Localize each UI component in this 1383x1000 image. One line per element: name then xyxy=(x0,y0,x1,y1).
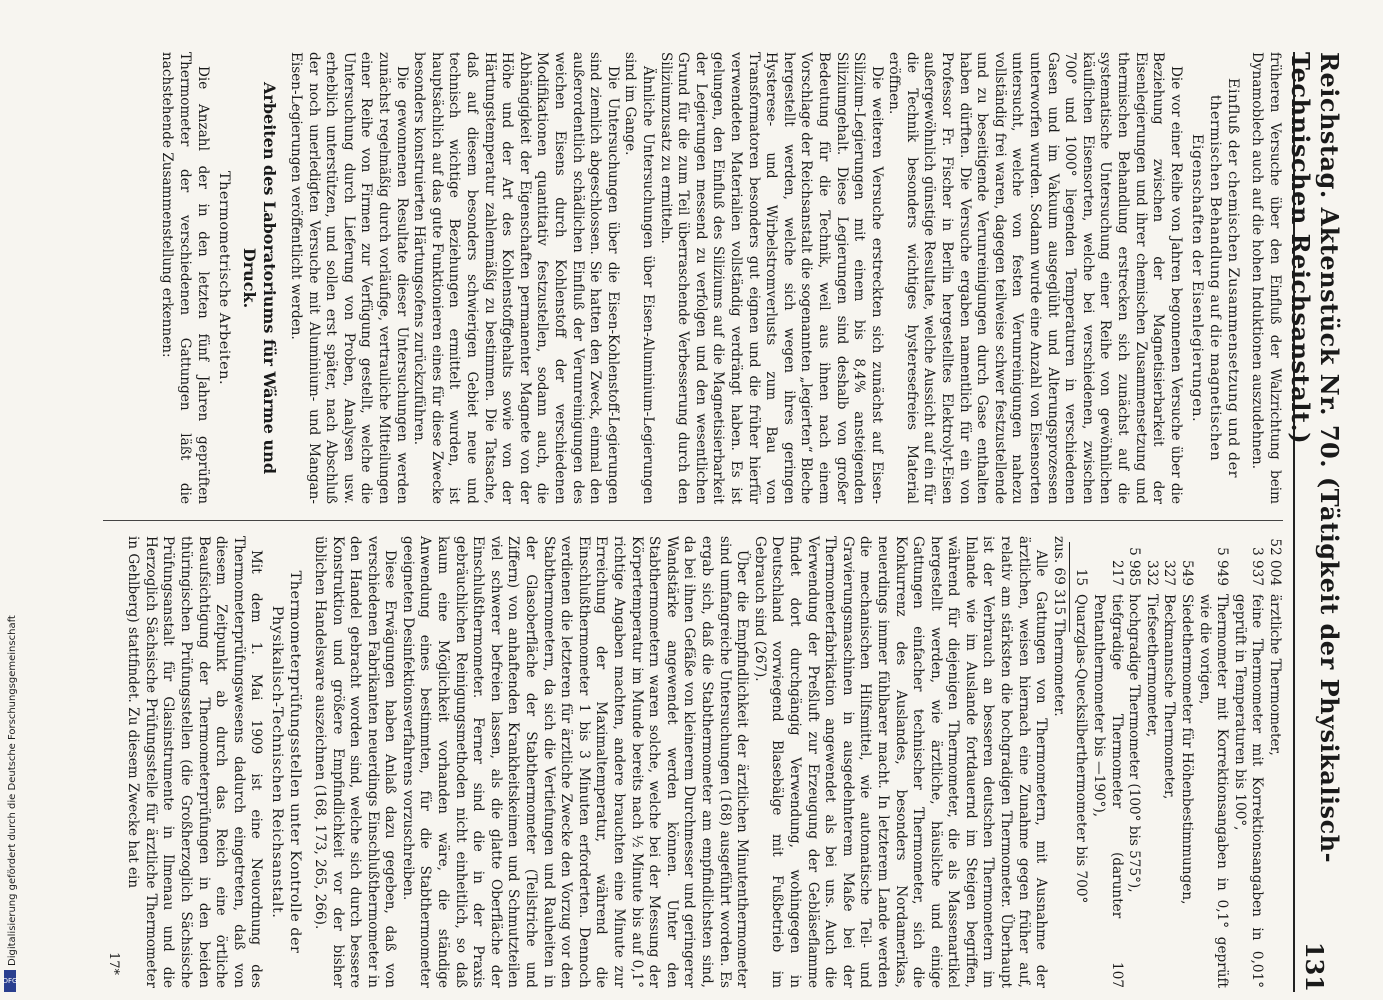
type: Quarzglas-Quecksilberthermometer bis 700° xyxy=(1073,594,1090,904)
list-item xyxy=(1265,536,1283,988)
count: 549 xyxy=(1179,560,1196,586)
digitization-credit: Digitalisierung gefördert durch die Deutsche Forschungsgemeinschaft xyxy=(7,615,18,966)
type: Beckmannsche Thermometer, xyxy=(1161,594,1178,800)
column-divider xyxy=(103,520,1283,521)
paragraph: Über die Empfindlichkeit der ärztlichen Minutenthermometer sind umfangreiche Untersuchungen (168) ausgeführt worden. Es ergab sich, daß die Stabthermometer am empfindlichsten sind, da bei ihnen Gefäße von kleinerem Durchmesser und geringerer Wandstärke angewendet werden können. Unter den Stabthermometern waren solche, welche bei der Messung der Körpertemperatur im Munde bereits nach ½ Minute bis auf 0,1° richtige Angaben machten, andere brauchten eine Minute zur Erreichung der Maximaltemperatur, während die Einschlußthermometer 1 bis 3 Minuten erforderten. Dennoch verdienen die letzteren für ärztliche Zwecke den Vorzug vor den Stabthermometern, da sich die Vertiefungen und Rauheiten in der Glasoberfläche der Stabthermometer (Teilstriche und Ziffern) von anhaftenden Krankheitskeimen und Schmutzteilen viel schwerer befreien lassen, als die glatte Oberfläche der Einschlußthermometer. Ferner sind die in der Praxis gebräuchlichen Reinigungsmethoden nicht einheitlich, so daß kaum eine Möglichkeit vorhanden wäre, die ständige Anwendung eines bestimmten, für die Stabthermometer geeigneten Desinfektionsverfahrens vorzuschreiben. xyxy=(399,536,751,988)
total-value: 69 315 Thermometer. xyxy=(1050,567,1067,717)
count: 15 xyxy=(1073,568,1090,586)
count: 5 949 xyxy=(1214,547,1231,586)
type: Thermometer mit Korrektionsangaben in 0,1° geprüft wie die vorigen, xyxy=(1196,594,1231,988)
sum-line xyxy=(1069,542,1070,632)
paragraph: Alle Gattungen von Thermometern, mit Ausnahme der ärztlichen, weisen hiernach eine Zunahme gegen früher auf, relativ am stärksten die hochgradigen Thermometer. Überhaupt ist der Verbrauch an besseren deutschen Thermometern im Inlande wie im Auslande fortdauernd im Steigen begriffen, während für diejenigen Thermometer, die als Massenartikel hergestellt werden, wie ärztliche, häusliche und einige Gattungen einfacher technischer Thermometer, sich die Konkurrenz des Auslandes, besonders Nordamerikas, neuerdings immer fühlbarer macht. In letzterem Lande werden die mechanischen Hilfsmittel, wie automatische Teil- und Gravierungsmaschinen in ausgedehnterem Maße bei der Thermometerfabrikation angewendet als bei uns. Auch die Verwendung der Preßluft zur Erzeugung der Gebläseflamme findet dort durchgängig Verwendung, wohingegen in Deutschland vorwiegend Blasebälge mit Fußbetrieb im Gebrauch sind (267). xyxy=(751,536,1050,988)
paragraph: Diese Erwägungen haben Anlaß dazu gegeben, daß von verschiedenen Fabrikanten neuerdings Einschlußthermometer in den Handel gebracht worden sind, welche sich durch bessere Konstruktion und größere Empfindlichkeit vor der bisher üblichen Handelsware auszeichnen (168, 173, 265, 266). xyxy=(311,536,399,988)
signature-mark: 17* xyxy=(106,952,121,976)
count: 327 xyxy=(1161,560,1178,586)
page-number: 131 xyxy=(1300,941,1330,992)
section-heading: Thermometerprüfungsstellen unter Kontrolle der Physikalisch-Technischen Reichsanstalt. xyxy=(269,570,304,954)
paragraph: Mit dem 1. Mai 1909 ist eine Neuordnung des Thermometerprüfungswesens dadurch eingetreten, daß von diesem Zeitpunkt ab durch das Reich eine örtliche Beaufsichtigung der Thermometerprüfungen in den beiden thüringischen Prüfungsstellen (die Großherzoglich Sächsische Prüfungsanstalt für Glasinstrumente in Ilmenau und die Herzoglich Sächsische Prüfungsstelle für ärztliche Thermometer in Gehlberg) stattfindet. Zu diesem Zwecke hat ein xyxy=(125,536,265,988)
paragraph: Die weiteren Versuche erstreckten sich zunächst auf Eisen-Silizium-Legierungen mit einem bis 8,4% ansteigenden Siliziumgehalt. Diese Legierungen sind deshalb von großer Bedeutung für die Technik, weil aus ihnen nach einem Vorschlage der Reichsanstalt die sogenannten „legierten“ Bleche hergestellt werden, welche sich wegen ihres geringen Hysterese- und Wirbelstromverlusts zum Bau von Transformatoren besonders gut eignen und die früher hierfür verwendeten Materialien vollständig verdrängt haben. Es ist gelungen, den Einfluß des Siliziums auf die Magnetisierbarkeit der Legierungen messend zu verfolgen und den wesentlichen Grund für die zum Teil überraschende Verbesserung durch den Siliziumzusatz zu ermitteln. xyxy=(657,52,885,504)
list-item xyxy=(1230,536,1265,988)
paragraph: Die vor einer Reihe von Jahren begonnenen Versuche über die Beziehung zwischen der Magnetisierbarkeit der Eisenlegierungen und ihrer chemischen Zusammensetzung und thermischen Behandlung erstrecken sich zunächst auf die systematische Untersuchung einer Reihe von gewöhnlichen käuflichen Eisensorten, welche bei verschiedenen, zwischen 700° und 1000° liegenden Temperaturen in verschiedenen Gasen und im Vakuum ausgeglüht und Alterungsprozessen unterworfen wurden. Sodann wurde eine Anzahl von Eisensorten untersucht, welche von festen Verunreinigungen nahezu vollständig frei waren, dagegen teilweise schwer festzustellende und zu beseitigende Verunreinigungen durch Gase enthalten haben dürften. Die Versuche ergaben namentlich für ein von Professor Fr. Fischer in Berlin hergestelltes Elektrolyt-Eisen außergewöhnlich günstige Resultate, welche Aussicht auf ein für die Technik besonders wichtiges hysteresefreies Material eröffnen. xyxy=(886,52,1184,504)
list-item xyxy=(1125,536,1143,988)
list-item xyxy=(1072,536,1090,988)
paragraph: Die gewonnenen Resultate dieser Untersuchungen werden zunächst regelmäßig durch vorläufige, vertrauliche Mitteilungen einer Reihe von Firmen zur Verfügung gestellt, welche die Untersuchung durch Lieferung von Proben, Analysen usw. erheblich unterstützen, und sollen erst später, nach Abschluß der noch unerledigten Versuche mit Aluminium- und Mangan-Eisen-Legierungen veröffentlicht werden. xyxy=(288,52,410,504)
count: 3 937 xyxy=(1249,547,1266,586)
total-row xyxy=(1049,536,1067,988)
list-item xyxy=(1142,536,1160,988)
section-heading: Einfluß der chemischen Zusammensetzung und der thermischen Behandlung auf die magnetischen Eigenschaften der Eisenlegierungen. xyxy=(1188,78,1241,478)
type: feine Thermometer mit Korrektionsangaben in 0,01° geprüft in Temperaturen bis 100°, xyxy=(1231,594,1266,988)
type: hochgradige Thermometer (100° bis 575°), xyxy=(1126,594,1143,893)
digitization-footer xyxy=(4,4,18,996)
type: Tiefseethermometer, xyxy=(1143,594,1160,738)
page-header-title: Reichstag. Aktenstück Nr. 70. (Tätigkeit der Physikalisch-Technischen Reichsanstalt.) xyxy=(1286,52,1344,864)
count: 52 004 xyxy=(1267,538,1283,586)
total-prefix: zus. xyxy=(1050,536,1067,564)
type: tiefgradige Thermometer (darunter 107 Pentanthermometer bis —190°), xyxy=(1091,594,1125,988)
chapter-heading: Arbeiten des Laboratoriums für Wärme und Druck. xyxy=(239,81,279,474)
type: ärztliche Thermometer, xyxy=(1267,594,1283,756)
rotated-page-content xyxy=(95,52,1344,992)
left-column xyxy=(158,52,1283,504)
list-item xyxy=(1195,536,1230,988)
right-column xyxy=(124,536,1283,988)
count: 332 xyxy=(1143,560,1160,586)
count: 5 985 xyxy=(1126,547,1143,586)
paragraph: früheren Versuche über den Einfluß der Walzrichtung beim Dynamoblech auch auf die hohen Induktionen auszudehnen. xyxy=(1249,52,1283,504)
list-item xyxy=(1089,536,1124,988)
count: 217 xyxy=(1108,560,1125,586)
page-header xyxy=(1286,52,1344,992)
list-item xyxy=(1177,536,1195,988)
list-item xyxy=(1160,536,1178,988)
paragraph: Ähnliche Untersuchungen über Eisen-Aluminium-Legierungen sind im Gange. xyxy=(622,52,656,504)
section-heading: Thermometrische Arbeiten. xyxy=(215,170,232,386)
paragraph: Die Anzahl der in den letzten fünf Jahren geprüften Thermometer der verschiedenen Gattungen läßt die nachstehende Zusammenstellung erkennen: xyxy=(159,52,211,504)
type: Siedethermometer für Höhenbestimmungen, xyxy=(1179,594,1196,905)
paragraph: Die Untersuchungen über die Eisen-Kohlenstoff-Legierungen sind ziemlich abgeschlossen. Sie hatten den Zweck, einmal den außerordentlich schädlichen Einfluß der Verunreinigungen des weichen Eisens durch Kohlenstoff der verschiedenen Modifikationen quantitativ festzustellen, sodann auch, die Abhängigkeit der Eigenschaften permanenter Magnete von der Höhe und der Art des Kohlenstoffgehalts sowie von der Härtungstemperatur zahlenmäßig zu bestimmen. Die Tatsache, daß auf diesem besonders schwierigen Gebiet neue und technisch wichtige Beziehungen ermittelt wurden, ist hauptsächlich auf das gute Funktionieren eines für diese Zwecke besonders konstruierten Härtungsofens zurückzuführen. xyxy=(411,52,621,504)
thermometer-count-list xyxy=(1072,536,1283,988)
dfg-logo-icon: DFG xyxy=(4,970,16,992)
